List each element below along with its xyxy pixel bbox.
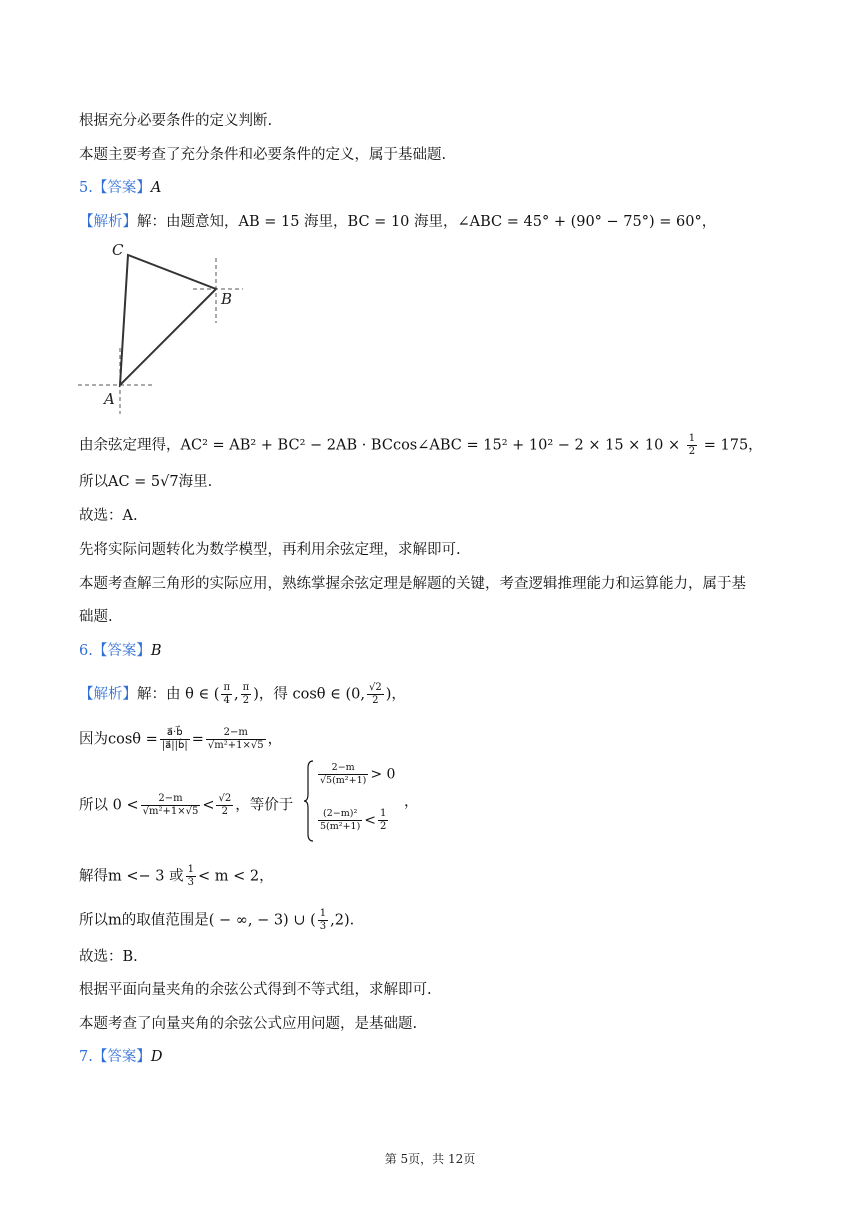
answer-line-q5 (79, 178, 161, 198)
answer-tag: 【答案】 (92, 643, 151, 659)
page-footer: 第 5页，共 12页 (384, 1152, 476, 1166)
answer-tag: 【答案】 (92, 180, 151, 196)
label-a: A (104, 390, 115, 408)
system-end: ， (404, 794, 419, 810)
left-brace (304, 760, 314, 842)
analysis-tag: 【解析】 (79, 214, 137, 230)
analysis-line-q6: 【解析】解：由 θ ∈ ( $\frac{\pi}{4}$ , $\frac{\pi}{2}$ )，得 cosθ ∈ (0, $\frac{√2}{2}$ )， (79, 682, 406, 706)
answer-tag: 【答案】 (92, 1049, 151, 1065)
fraction-half: $\frac{1}{2}$ (688, 433, 696, 457)
answer-value: D (150, 1049, 163, 1065)
text-line: 故选：A. (79, 508, 138, 524)
triangle-figure (78, 238, 248, 414)
final-range-line: 所以m的取值范围是( − ∞, − 3) ∪ ( $\frac{1}{3}$ ,2). (79, 908, 355, 932)
label-b: B (221, 290, 233, 308)
text-line: 本题考查解三角形的实际应用，熟练掌握余弦定理是解题的关键，考查逻辑推理能力和运算能力，属于基 (79, 576, 746, 592)
answer-value: B (150, 643, 162, 659)
cosine-law-text: 由余弦定理得，AC² = AB² + BC² − 2AB · BCcos∠ABC = 15² + 10² − 2 × 15 × 10 × (79, 437, 681, 454)
question-number: 6. (79, 643, 93, 659)
text-line: 根据充分必要条件的定义判断. (79, 113, 273, 129)
answer-line-q7 (79, 1047, 162, 1067)
inequality-line: 所以 0 < $\frac{2-m}{\text{√m²+1×√5}}$ < $\frac{√2}{2}$ ，等价于 (79, 793, 294, 817)
text-line: 本题考查了向量夹角的余弦公式应用问题，是基础题. (79, 1016, 418, 1032)
text-line: 础题. (79, 609, 113, 625)
solution-range-line: 解得m <− 3 或 $\frac{1}{3}$ < m < 2， (79, 864, 274, 888)
analysis-line-q5 (79, 212, 716, 232)
inequality-system: $\frac{2-m}{\text{√5(m²+1)}}$ > 0 $\frac{\text{(2−m)²}}{\text{5(m²+1)}}$ < $\frac{1}{2}$ (304, 760, 414, 842)
cosine-law-line (79, 433, 763, 458)
label-c: C (112, 241, 124, 259)
text-line: 故选：B. (79, 949, 138, 965)
cos-definition-line: 因为cosθ = $\frac{a⃗\cdot b⃗}{|a⃗||b⃗|}$ = $\frac{2-m}{\text{√m²+1×√5}}$ ， (79, 727, 283, 751)
answer-value: A (150, 180, 162, 196)
solution-text: 解：由题意知，AB = 15 海里，BC = 10 海里，∠ABC = 45° + (90° − 75°) = 60°， (137, 214, 717, 230)
text-line: 根据平面向量夹角的余弦公式得到不等式组，求解即可. (79, 982, 432, 998)
answer-line-q6 (79, 641, 162, 661)
question-number: 7. (79, 1049, 93, 1065)
question-number: 5. (79, 180, 93, 196)
analysis-tag: 【解析】 (79, 686, 137, 703)
text-line: 先将实际问题转化为数学模型，再利用余弦定理，求解即可. (79, 542, 461, 558)
text-line: 本题主要考查了充分条件和必要条件的定义，属于基础题. (79, 147, 447, 163)
result-line: 所以AC = 5√7海里. (79, 474, 213, 490)
triangle-abc (120, 255, 216, 385)
cosine-law-result: = 175， (703, 437, 763, 454)
